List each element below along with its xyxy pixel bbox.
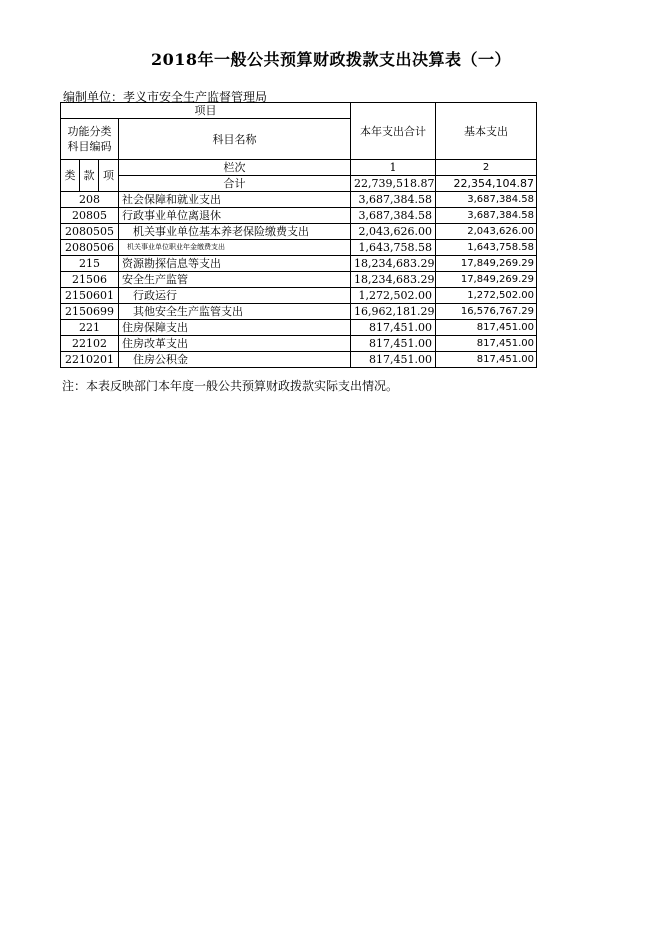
table-row: 2080506 机关事业单位职业年金缴费支出 1,643,758.58 1,643,758.58 <box>61 240 537 256</box>
budget-table <box>60 102 537 368</box>
header-basic-col: 基本支出 <box>436 103 537 160</box>
table-row: 22102 住房改革支出 817,451.00 817,451.00 <box>61 336 537 352</box>
table-row: 21506 安全生产监管 18,234,683.29 17,849,269.29 <box>61 272 537 288</box>
table-row: 221 住房保障支出 817,451.00 817,451.00 <box>61 320 537 336</box>
total-row-basic: 22,354,104.87 <box>436 176 537 192</box>
table-row: 2080505 机关事业单位基本养老保险缴费支出 2,043,626.00 2,043,626.00 <box>61 224 537 240</box>
table-row: 2210201 住房公积金 817,451.00 817,451.00 <box>61 352 537 368</box>
header-lei: 类 <box>61 160 80 192</box>
header-subject-name: 科目名称 <box>119 119 351 160</box>
table-row: 2150699 其他安全生产监管支出 16,962,181.29 16,576,767.29 <box>61 304 537 320</box>
header-kuan: 款 <box>80 160 99 192</box>
total-row-label: 合计 <box>119 176 351 192</box>
header-col2: 2 <box>436 160 537 176</box>
footnote: 注：本表反映部门本年度一般公共预算财政拨款实际支出情况。 <box>62 379 399 393</box>
header-project: 项目 <box>61 103 351 119</box>
page-title: 2018年一般公共预算财政拨款支出决算表（一） <box>150 50 512 69</box>
total-row-total: 22,739,518.87 <box>351 176 436 192</box>
header-func-code: 功能分类科目编码 <box>61 119 119 160</box>
table-row: 215 资源勘探信息等支出 18,234,683.29 17,849,269.29 <box>61 256 537 272</box>
table-row: 2150601 行政运行 1,272,502.00 1,272,502.00 <box>61 288 537 304</box>
header-lanci: 栏次 <box>119 160 351 176</box>
table-row: 208 社会保障和就业支出 3,687,384.58 3,687,384.58 <box>61 192 537 208</box>
reporting-unit: 编制单位：孝义市安全生产监督管理局 <box>63 90 268 104</box>
header-col1: 1 <box>351 160 436 176</box>
header-total-col: 本年支出合计 <box>351 103 436 160</box>
table-row: 20805 行政事业单位离退休 3,687,384.58 3,687,384.58 <box>61 208 537 224</box>
header-xiang: 项 <box>99 160 119 192</box>
